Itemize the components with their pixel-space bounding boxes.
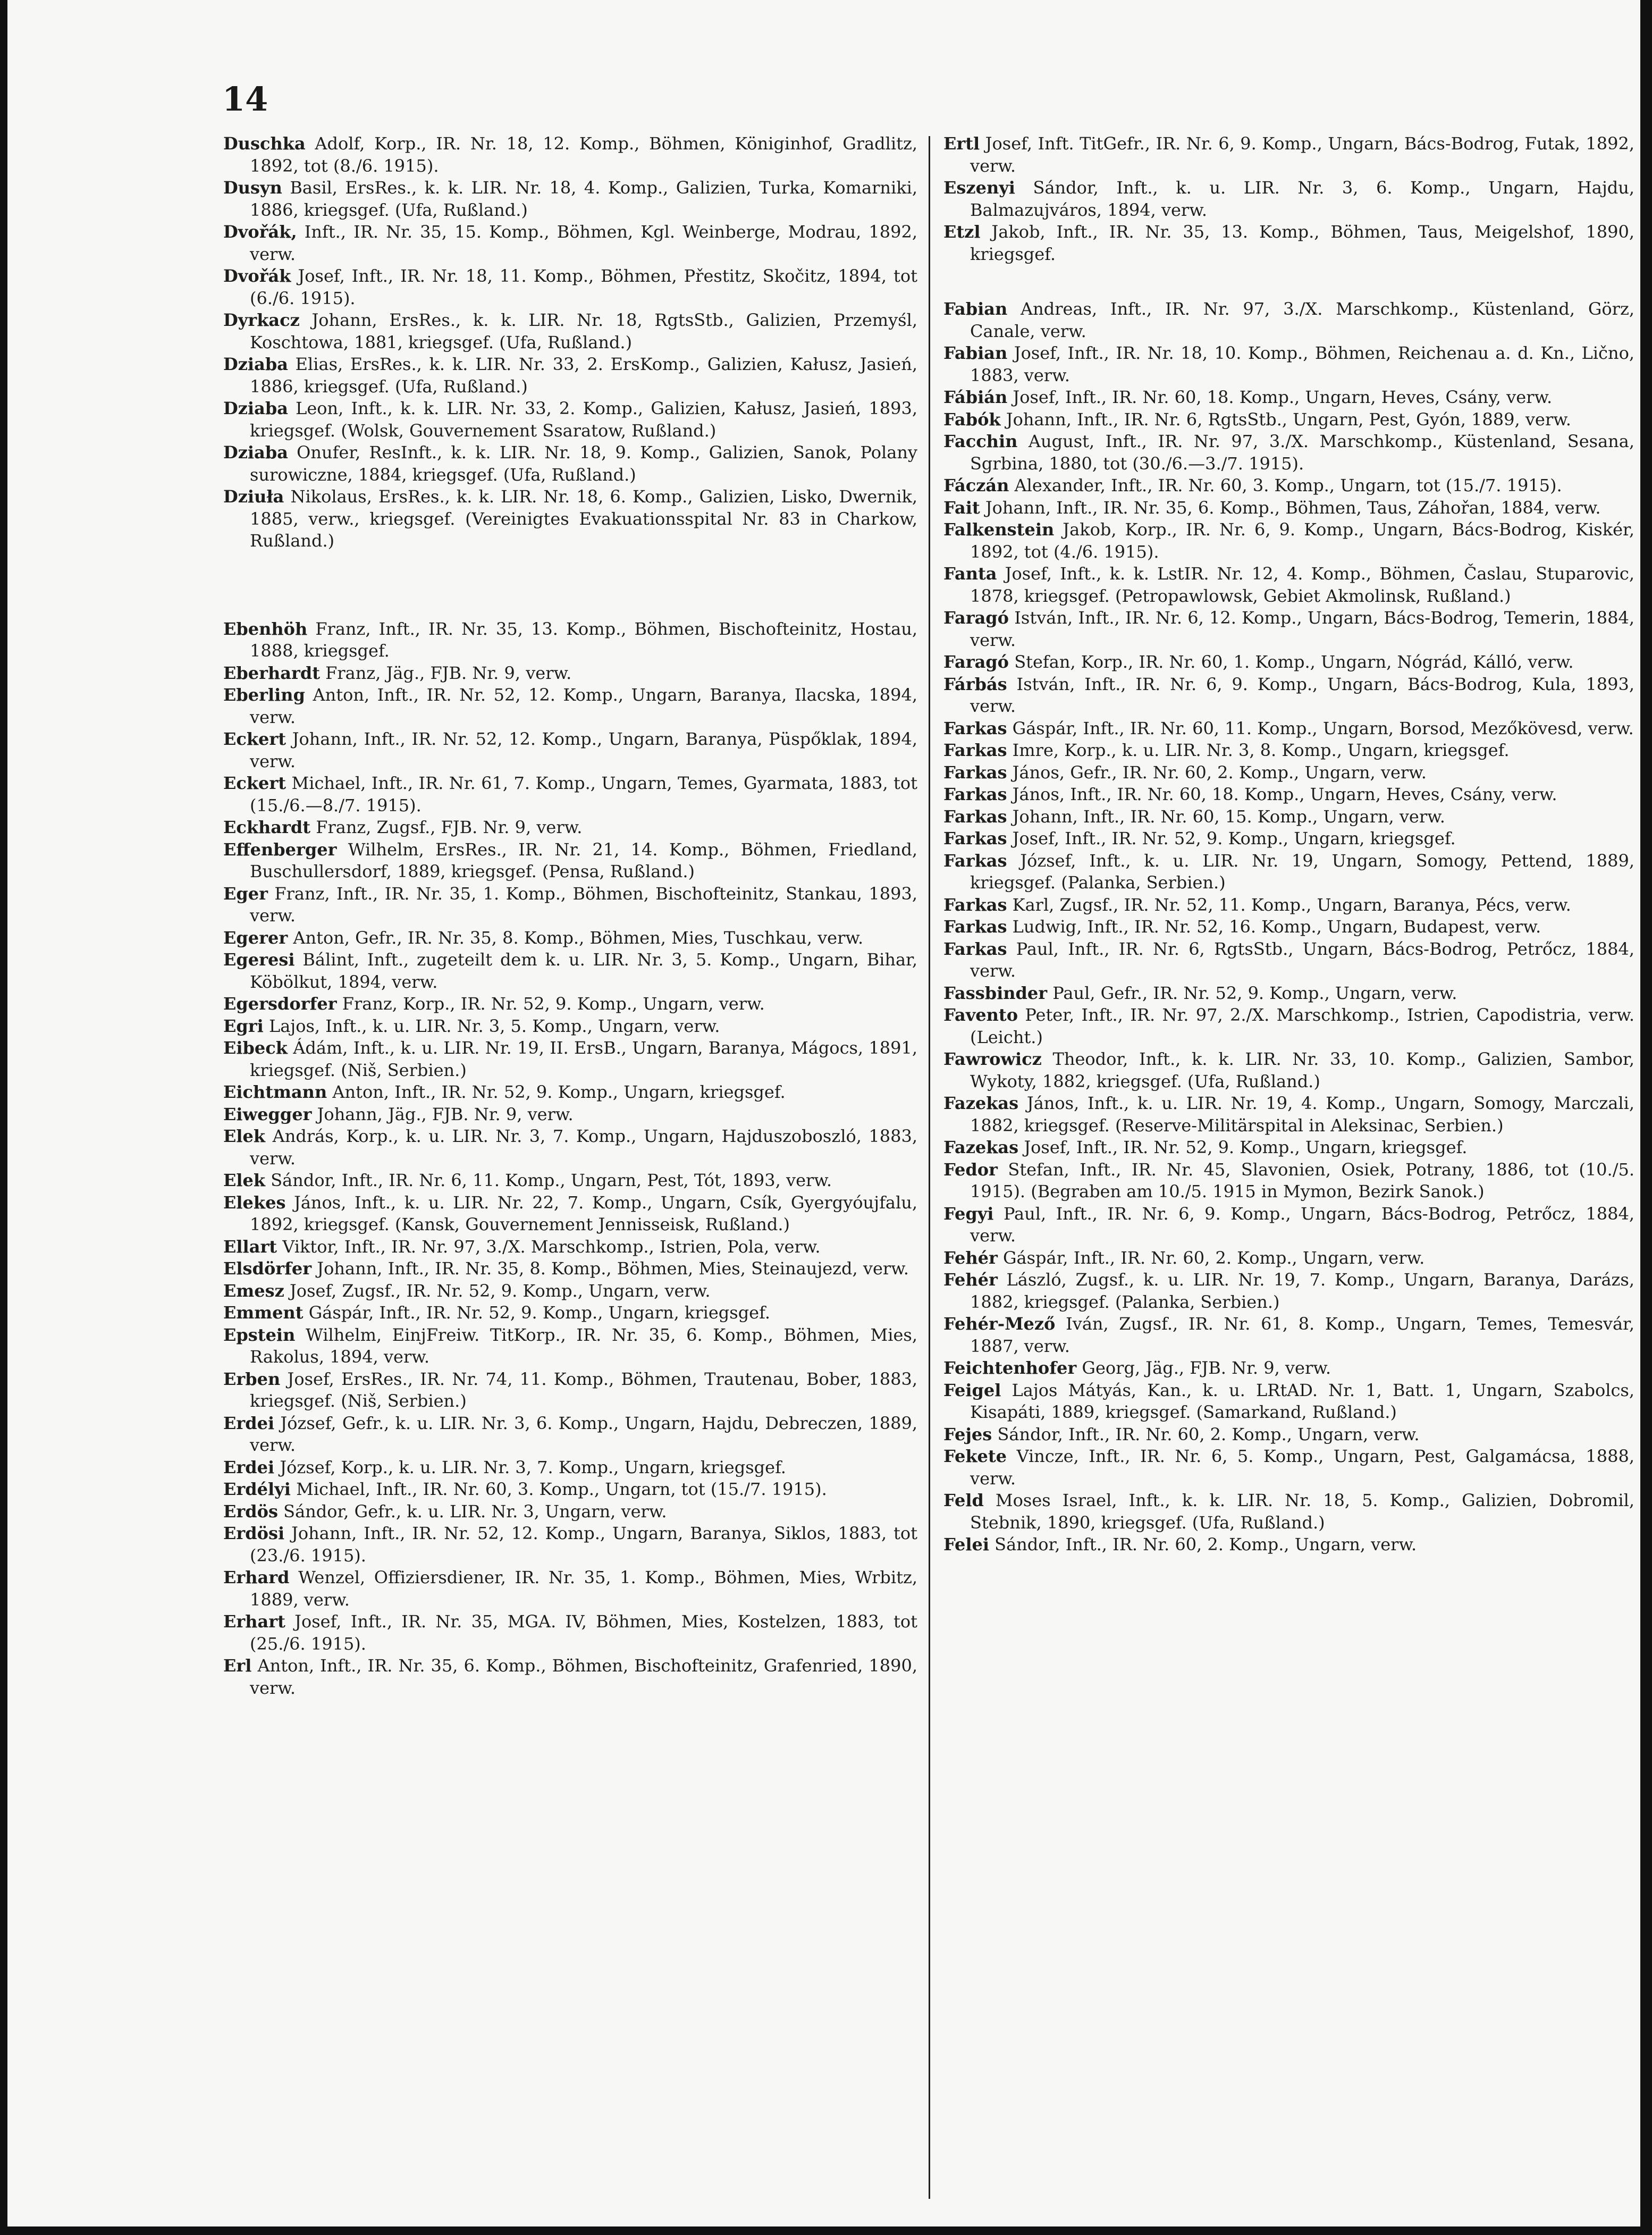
entry-surname: Epstein (223, 1324, 296, 1345)
entry-details: Wilhelm, ErsRes., IR. Nr. 21, 14. Komp., Böhmen, Friedland, Buschullersdorf, 1889, kriegsgef. (Pensa, Rußland.) (250, 839, 917, 881)
register-entry (223, 177, 917, 221)
entry-surname: Faragó (943, 652, 1009, 672)
entry-surname: Fábián (943, 387, 1008, 407)
register-entry (223, 1192, 917, 1236)
register-entry (223, 883, 917, 927)
left-column (223, 133, 917, 1699)
left-block-1 (223, 133, 917, 552)
section-gap (223, 552, 917, 618)
scan-border-bottom (0, 2226, 1652, 2235)
entry-surname: Dusyn (223, 178, 282, 198)
entry-details: Stefan, Inft., IR. Nr. 45, Slavonien, Osiek, Potrany, 1886, tot (10./5. 1915). (Begraben am 10./5. 1915 in Mymon, Bezirk Sanok.) (970, 1159, 1634, 1201)
entry-surname: Eberling (223, 685, 305, 705)
register-entry (943, 1004, 1634, 1048)
entry-surname: Elek (223, 1126, 266, 1146)
entry-details: Stefan, Korp., IR. Nr. 60, 1. Komp., Ungarn, Nógrád, Kálló, verw. (1014, 652, 1574, 672)
entry-surname: Farkas (943, 718, 1007, 738)
entry-surname: Fegyi (943, 1203, 994, 1224)
register-entry (943, 828, 1634, 850)
entry-surname: Ertl (943, 133, 980, 154)
register-entry (223, 1523, 917, 1567)
entry-details: Josef, Inft., IR. Nr. 52, 9. Komp., Ungarn, kriegsgef. (1024, 1137, 1468, 1157)
entry-details: Moses Israel, Inft., k. k. LIR. Nr. 18, 5. Komp., Galizien, Dobromil, Stebnik, 1890, kriegsgef. (Ufa, Rußland.) (970, 1490, 1635, 1533)
entry-details: Theodor, Inft., k. k. LIR. Nr. 33, 10. Komp., Galizien, Sambor, Wykoty, 1882, kriegsgef. (Ufa, Rußland.) (970, 1049, 1634, 1091)
entry-surname: Farkas (943, 850, 1007, 871)
entry-details: Jakob, Inft., IR. Nr. 35, 13. Komp., Böhmen, Taus, Meigelshof, 1890, kriegsgef. (970, 222, 1635, 264)
entry-details: Paul, Inft., IR. Nr. 6, 9. Komp., Ungarn, Bács-Bodrog, Petrőcz, 1884, verw. (970, 1203, 1635, 1246)
entry-surname: Fekete (943, 1446, 1007, 1466)
entry-surname: Eger (223, 883, 268, 904)
entry-surname: Feld (943, 1490, 984, 1510)
entry-surname: Dziaba (223, 442, 288, 463)
register-entry (223, 684, 917, 728)
register-entry (943, 221, 1634, 265)
register-entry (943, 1269, 1634, 1313)
register-entry (223, 618, 917, 662)
entry-surname: Fehér-Mező (943, 1314, 1056, 1334)
entry-details: Johann, Inft., IR. Nr. 35, 8. Komp., Böhmen, Mies, Steinaujezd, verw. (317, 1258, 909, 1279)
entry-surname: Farkas (943, 740, 1007, 760)
entry-details: Anton, Inft., IR. Nr. 52, 9. Komp., Ungarn, kriegsgef. (332, 1082, 786, 1102)
entry-surname: Erdei (223, 1413, 275, 1433)
entry-details: Johann, Inft., IR. Nr. 6, RgtsStb., Ungarn, Pest, Gyón, 1889, verw. (1006, 409, 1571, 430)
register-entry (943, 497, 1634, 519)
register-entry (223, 728, 917, 772)
register-entry (943, 1357, 1634, 1380)
entry-details: Sándor, Inft., IR. Nr. 60, 2. Komp., Ungarn, verw. (994, 1534, 1417, 1555)
entry-details: Bálint, Inft., zugeteilt dem k. u. LIR. Nr. 3, 5. Komp., Ungarn, Bihar, Köbölkut, 1894, verw. (250, 950, 918, 992)
entry-details: Josef, Inft., IR. Nr. 18, 11. Komp., Böhmen, Přestitz, Skočitz, 1894, tot (6./6. 1915). (250, 266, 918, 308)
register-entry (223, 1037, 917, 1081)
page-number: 14 (222, 80, 268, 119)
entry-surname: Elek (223, 1170, 266, 1190)
register-entry (223, 398, 917, 442)
entry-details: Paul, Gefr., IR. Nr. 52, 9. Komp., Ungarn, verw. (1052, 982, 1457, 1003)
register-entry (223, 1280, 917, 1303)
entry-details: Wenzel, Offiziersdiener, IR. Nr. 35, 1. Komp., Böhmen, Mies, Wrbitz, 1889, verw. (250, 1567, 918, 1610)
entry-details: Franz, Jäg., FJB. Nr. 9, verw. (325, 662, 572, 683)
scan-border-right (1640, 0, 1652, 2235)
register-entry (943, 806, 1634, 828)
register-entry (223, 1457, 917, 1479)
register-entry (223, 1236, 917, 1258)
register-entry (223, 1413, 917, 1457)
register-entry (223, 1258, 917, 1280)
entry-surname: Erben (223, 1368, 281, 1389)
entry-surname: Erhart (223, 1611, 285, 1632)
entry-surname: Erdösi (223, 1523, 285, 1543)
entry-details: Johann, Inft., IR. Nr. 52, 12. Komp., Ungarn, Baranya, Püspőklak, 1894, verw. (250, 729, 917, 771)
register-entry (223, 486, 917, 552)
right-block-2 (943, 298, 1634, 1556)
entry-surname: Egeresi (223, 950, 295, 970)
register-entry (223, 772, 917, 817)
entry-details: Ludwig, Inft., IR. Nr. 52, 16. Komp., Ungarn, Budapest, verw. (1012, 917, 1541, 937)
register-entry (943, 651, 1634, 674)
entry-details: Franz, Zugsf., FJB. Nr. 9, verw. (316, 817, 583, 837)
entry-surname: Dyrkacz (223, 310, 300, 330)
entry-details: Onufer, ResInft., k. k. LIR. Nr. 18, 9. Komp., Galizien, Sanok, Polany surowiczne, 1884, kriegsgef. (Ufa, Rußland.) (250, 442, 918, 485)
entry-details: József, Gefr., k. u. LIR. Nr. 3, 6. Komp., Ungarn, Hajdu, Debreczen, 1889, verw. (250, 1413, 918, 1455)
register-entry (943, 1313, 1634, 1357)
entry-surname: Eiwegger (223, 1104, 312, 1124)
entry-details: Imre, Korp., k. u. LIR. Nr. 3, 8. Komp., Ungarn, kriegsgef. (1012, 740, 1510, 760)
entry-surname: Faragó (943, 608, 1009, 628)
entry-details: Anton, Inft., IR. Nr. 35, 6. Komp., Böhmen, Bischofteinitz, Grafenried, 1890, verw. (250, 1656, 918, 1698)
register-entry (223, 1302, 917, 1324)
register-entry (943, 177, 1634, 221)
entry-surname: Effenberger (223, 839, 337, 860)
register-entry (223, 927, 917, 950)
entry-details: Josef, Inft., k. k. LstIR. Nr. 12, 4. Komp., Böhmen, Časlau, Stuparovic, 1878, kriegsgef. (Petropawlowsk, Gebiet Akmolinsk, Rußland.) (970, 564, 1635, 606)
right-column (943, 133, 1634, 1556)
entry-surname: Ebenhöh (223, 618, 308, 639)
register-entry (943, 431, 1634, 475)
register-entry (943, 850, 1634, 894)
register-entry (943, 386, 1634, 409)
entry-details: Lajos Mátyás, Kan., k. u. LRtAD. Nr. 1, Batt. 1, Ungarn, Szabolcs, Kisapáti, 1889, kriegsgef. (Samarkand, Rußland.) (970, 1380, 1634, 1422)
entry-surname: Farkas (943, 806, 1007, 827)
entry-details: Josef, Inft., IR. Nr. 60, 18. Komp., Ungarn, Heves, Csány, verw. (1013, 387, 1553, 407)
register-entry (223, 1015, 917, 1038)
register-entry (223, 662, 917, 685)
entry-details: Franz, Inft., IR. Nr. 35, 13. Komp., Böhmen, Bischofteinitz, Hostau, 1888, kriegsgef. (250, 618, 918, 661)
register-entry (223, 309, 917, 354)
entry-details: István, Inft., IR. Nr. 6, 12. Komp., Ungarn, Bács-Bodrog, Temerin, 1884, verw. (970, 608, 1635, 650)
entry-surname: Dziaba (223, 398, 288, 418)
register-entry (223, 993, 917, 1015)
register-entry (943, 982, 1634, 1005)
entry-details: Jakob, Korp., IR. Nr. 6, 9. Komp., Ungarn, Bács-Bodrog, Kiskér, 1892, tot (4./6. 1915). (970, 519, 1635, 562)
register-entry (943, 298, 1634, 342)
entry-details: Michael, Inft., IR. Nr. 60, 3. Komp., Ungarn, tot (15./7. 1915). (296, 1479, 827, 1499)
entry-surname: Dziaba (223, 354, 288, 374)
register-entry (223, 354, 917, 398)
entry-details: Basil, ErsRes., k. k. LIR. Nr. 18, 4. Komp., Galizien, Turka, Komarniki, 1886, kriegsgef. (Ufa, Rußland.) (250, 178, 918, 220)
entry-surname: Eibeck (223, 1038, 288, 1058)
register-entry (943, 1048, 1634, 1093)
entry-surname: Eckhardt (223, 817, 311, 837)
entry-details: Gáspár, Inft., IR. Nr. 60, 11. Komp., Ungarn, Borsod, Mezőkövesd, verw. (1012, 718, 1634, 738)
entry-surname: Farkas (943, 784, 1007, 804)
entry-details: Johann, Inft., IR. Nr. 52, 12. Komp., Ungarn, Baranya, Siklos, 1883, tot (23./6. 1915). (250, 1523, 918, 1566)
entry-surname: Elekes (223, 1192, 286, 1213)
column-divider (929, 136, 930, 2199)
entry-details: Sándor, Inft., IR. Nr. 6, 11. Komp., Ungarn, Pest, Tót, 1893, verw. (271, 1170, 832, 1190)
register-entry (943, 740, 1634, 762)
entry-surname: Feigel (943, 1380, 1001, 1400)
entry-surname: Eberhardt (223, 662, 320, 683)
entry-details: Elias, ErsRes., k. k. LIR. Nr. 33, 2. ErsKomp., Galizien, Kałusz, Jasień, 1886, kriegsgef. (Ufa, Rußland.) (250, 354, 918, 397)
entry-surname: Egerer (223, 927, 288, 948)
entry-details: Viktor, Inft., IR. Nr. 97, 3./X. Marschkomp., Istrien, Pola, verw. (282, 1236, 821, 1257)
entry-surname: Facchin (943, 431, 1018, 451)
entry-details: Peter, Inft., IR. Nr. 97, 2./X. Marschkomp., Istrien, Capodistria, verw. (Leicht.) (970, 1005, 1634, 1047)
entry-details: Michael, Inft., IR. Nr. 61, 7. Komp., Ungarn, Temes, Gyarmata, 1883, tot (15./6.—8./7. 1915). (250, 773, 918, 816)
entry-surname: Fassbinder (943, 982, 1048, 1003)
entry-details: Gáspár, Inft., IR. Nr. 60, 2. Komp., Ungarn, verw. (1002, 1247, 1425, 1268)
register-entry (943, 1137, 1634, 1159)
entry-surname: Fabian (943, 343, 1008, 363)
entry-details: August, Inft., IR. Nr. 97, 3./X. Marschkomp., Küstenland, Sesana, Sgrbina, 1880, tot (30./6.—3./7. 1915). (970, 431, 1635, 474)
entry-surname: Etzl (943, 222, 981, 242)
entry-surname: Egri (223, 1015, 264, 1036)
register-entry (943, 475, 1634, 497)
entry-details: József, Inft., k. u. LIR. Nr. 19, Ungarn, Somogy, Pettend, 1889, kriegsgef. (Palanka, Serbien.) (970, 850, 1635, 893)
entry-surname: Farkas (943, 917, 1007, 937)
entry-details: Franz, Inft., IR. Nr. 35, 1. Komp., Böhmen, Bischofteinitz, Stankau, 1893, verw. (250, 883, 918, 926)
entry-details: József, Korp., k. u. LIR. Nr. 3, 7. Komp., Ungarn, kriegsgef. (280, 1457, 786, 1477)
entry-details: Sándor, Inft., IR. Nr. 60, 2. Komp., Ungarn, verw. (997, 1424, 1420, 1444)
register-entry (943, 674, 1634, 718)
entry-details: Josef, Inft., IR. Nr. 18, 10. Komp., Böhmen, Reichenau a. d. Kn., Lično, 1883, verw. (970, 343, 1635, 385)
register-entry (223, 949, 917, 993)
entry-surname: Farkas (943, 828, 1007, 848)
right-block-1 (943, 133, 1634, 265)
entry-surname: Farkas (943, 894, 1007, 915)
entry-details: Josef, Zugsf., IR. Nr. 52, 9. Komp., Ungarn, verw. (289, 1280, 711, 1301)
entry-surname: Fehér (943, 1270, 998, 1290)
entry-surname: Elsdörfer (223, 1258, 312, 1279)
entry-details: István, Inft., IR. Nr. 6, 9. Komp., Ungarn, Bács-Bodrog, Kula, 1893, verw. (970, 674, 1635, 716)
register-entry (943, 1424, 1634, 1446)
entry-details: András, Korp., k. u. LIR. Nr. 3, 7. Komp., Ungarn, Hajduszoboszló, 1883, verw. (250, 1126, 918, 1169)
entry-details: Johann, Inft., IR. Nr. 60, 15. Komp., Ungarn, verw. (1012, 806, 1445, 827)
entry-surname: Dvořák (223, 266, 291, 286)
register-entry (943, 762, 1634, 784)
entry-details: Paul, Inft., IR. Nr. 6, RgtsStb., Ungarn, Bács-Bodrog, Petrőcz, 1884, verw. (970, 938, 1635, 981)
entry-surname: Eckert (223, 773, 286, 793)
scan-border-left (0, 0, 7, 2235)
register-entry (223, 1368, 917, 1413)
entry-details: Vincze, Inft., IR. Nr. 6, 5. Komp., Ungarn, Pest, Galgamácsa, 1888, verw. (970, 1446, 1635, 1489)
entry-surname: Farkas (943, 938, 1007, 959)
entry-details: Anton, Inft., IR. Nr. 52, 12. Komp., Ungarn, Baranya, Ilacska, 1894, verw. (250, 685, 918, 727)
entry-surname: Fárbás (943, 674, 1007, 694)
entry-surname: Erdös (223, 1501, 278, 1522)
entry-surname: Eszenyi (943, 178, 1015, 198)
register-entry (223, 1655, 917, 1699)
register-entry (223, 133, 917, 177)
entry-details: Johann, ErsRes., k. k. LIR. Nr. 18, RgtsStb., Galizien, Przemyśl, Koschtowa, 1881, kriegsgef. (Ufa, Rußland.) (250, 310, 918, 352)
register-entry (943, 607, 1634, 651)
register-entry (943, 1203, 1634, 1247)
entry-surname: Egersdorfer (223, 994, 337, 1014)
entry-surname: Fazekas (943, 1137, 1019, 1157)
register-entry (943, 1490, 1634, 1534)
register-entry (223, 1125, 917, 1170)
register-entry (223, 442, 917, 486)
register-entry (943, 1159, 1634, 1203)
entry-details: Anton, Gefr., IR. Nr. 35, 8. Komp., Böhmen, Mies, Tuschkau, verw. (293, 927, 864, 948)
register-entry (943, 1534, 1634, 1556)
register-entry (223, 1478, 917, 1501)
entry-surname: Erhard (223, 1567, 290, 1587)
register-entry (223, 1104, 917, 1126)
entry-details: János, Gefr., IR. Nr. 60, 2. Komp., Ungarn, verw. (1012, 762, 1427, 783)
entry-details: Andreas, Inft., IR. Nr. 97, 3./X. Marschkomp., Küstenland, Görz, Canale, verw. (970, 299, 1635, 341)
entry-surname: Fedor (943, 1159, 998, 1180)
register-entry (223, 1567, 917, 1611)
register-entry (223, 221, 917, 265)
entry-details: Karl, Zugsf., IR. Nr. 52, 11. Komp., Ungarn, Baranya, Pécs, verw. (1012, 894, 1571, 915)
register-entry (943, 1247, 1634, 1270)
entry-details: Josef, Inft., IR. Nr. 35, MGA. IV, Böhmen, Mies, Kostelzen, 1883, tot (25./6. 1915). (250, 1611, 918, 1654)
entry-details: Sándor, Inft., k. u. LIR. Nr. 3, 6. Komp., Ungarn, Hajdu, Balmazujváros, 1894, verw. (970, 178, 1635, 220)
entry-surname: Fehér (943, 1247, 998, 1268)
entry-details: Josef, Inft. TitGefr., IR. Nr. 6, 9. Komp., Ungarn, Bács-Bodrog, Futak, 1892, verw. (970, 133, 1635, 176)
entry-surname: Farkas (943, 762, 1007, 783)
register-entry (223, 1081, 917, 1104)
entry-details: Lajos, Inft., k. u. LIR. Nr. 3, 5. Komp., Ungarn, verw. (268, 1015, 720, 1036)
entry-surname: Eckert (223, 729, 286, 749)
register-entry (223, 265, 917, 309)
register-entry (223, 817, 917, 839)
entry-details: Franz, Korp., IR. Nr. 52, 9. Komp., Ungarn, verw. (342, 994, 765, 1014)
entry-surname: Duschka (223, 133, 306, 154)
entry-surname: Eichtmann (223, 1082, 327, 1102)
register-entry (943, 133, 1634, 177)
register-entry (943, 1446, 1634, 1490)
entry-details: Sándor, Gefr., k. u. LIR. Nr. 3, Ungarn, verw. (283, 1501, 667, 1522)
entry-surname: Emesz (223, 1280, 284, 1301)
entry-surname: Felei (943, 1534, 989, 1555)
entry-surname: Fabian (943, 299, 1008, 319)
entry-surname: Favento (943, 1005, 1018, 1025)
entry-details: Georg, Jäg., FJB. Nr. 9, verw. (1082, 1358, 1331, 1378)
register-entry (223, 839, 917, 883)
entry-details: Johann, Jäg., FJB. Nr. 9, verw. (317, 1104, 574, 1124)
entry-surname: Erdei (223, 1457, 275, 1477)
register-entry (943, 563, 1634, 607)
entry-details: Inft., IR. Nr. 35, 15. Komp., Böhmen, Kgl. Weinberge, Modrau, 1892, verw. (250, 222, 918, 264)
entry-details: Ádám, Inft., k. u. LIR. Nr. 19, II. ErsB., Ungarn, Baranya, Mágocs, 1891, kriegsgef. (Niš, Serbien.) (250, 1038, 918, 1080)
register-entry (223, 1501, 917, 1523)
section-gap (943, 265, 1634, 298)
entry-details: Gáspár, Inft., IR. Nr. 52, 9. Komp., Ungarn, kriegsgef. (308, 1303, 770, 1323)
entry-surname: Dvořák, (223, 222, 297, 242)
entry-surname: Fejes (943, 1424, 992, 1444)
register-entry (943, 519, 1634, 563)
entry-surname: Fanta (943, 564, 997, 584)
entry-surname: Fáczán (943, 475, 1009, 495)
register-entry (943, 784, 1634, 806)
entry-surname: Erdélyi (223, 1479, 291, 1499)
register-entry (943, 342, 1634, 386)
entry-details: János, Inft., IR. Nr. 60, 18. Komp., Ungarn, Heves, Csány, verw. (1012, 784, 1557, 804)
left-block-2 (223, 618, 917, 1700)
register-entry (943, 916, 1634, 938)
entry-surname: Erl (223, 1656, 252, 1676)
register-entry (943, 409, 1634, 431)
entry-details: László, Zugsf., k. u. LIR. Nr. 19, 7. Komp., Ungarn, Baranya, Darázs, 1882, kriegsgef. (Palanka, Serbien.) (970, 1270, 1634, 1312)
register-entry (943, 1380, 1634, 1424)
entry-details: Alexander, Inft., IR. Nr. 60, 3. Komp., Ungarn, tot (15./7. 1915). (1014, 475, 1562, 495)
register-entry (223, 1170, 917, 1192)
entry-surname: Dziuła (223, 486, 284, 507)
register-entry (943, 718, 1634, 740)
entry-surname: Ellart (223, 1236, 277, 1257)
entry-details: Leon, Inft., k. k. LIR. Nr. 33, 2. Komp., Galizien, Kałusz, Jasień, 1893, kriegsgef. (Wolsk, Gouvernement Ssaratow, Rußland.) (250, 398, 918, 441)
entry-details: Johann, Inft., IR. Nr. 35, 6. Komp., Böhmen, Taus, Záhořan, 1884, verw. (985, 497, 1601, 518)
entry-details: Iván, Zugsf., IR. Nr. 61, 8. Komp., Ungarn, Temes, Temesvár, 1887, verw. (970, 1314, 1635, 1356)
entry-surname: Feichtenhofer (943, 1358, 1077, 1378)
entry-details: Wilhelm, EinjFreiw. TitKorp., IR. Nr. 35, 6. Komp., Böhmen, Mies, Rakolus, 1894, verw. (250, 1324, 918, 1367)
register-entry (943, 938, 1634, 982)
register-entry (223, 1324, 917, 1368)
entry-surname: Fazekas (943, 1093, 1019, 1113)
entry-surname: Emment (223, 1303, 304, 1323)
entry-surname: Fabók (943, 409, 1001, 430)
register-entry (943, 894, 1634, 917)
entry-details: János, Inft., k. u. LIR. Nr. 22, 7. Komp., Ungarn, Csík, Gyergyóujfalu, 1892, kriegsgef. (Kansk, Gouvernement Jennisseisk, Rußland.) (250, 1192, 918, 1234)
entry-surname: Falkenstein (943, 519, 1055, 540)
register-entry (223, 1611, 917, 1655)
entry-details: Adolf, Korp., IR. Nr. 18, 12. Komp., Böhmen, Königinhof, Gradlitz, 1892, tot (8./6. 1915). (250, 133, 918, 176)
entry-details: Nikolaus, ErsRes., k. k. LIR. Nr. 18, 6. Komp., Galizien, Lisko, Dwernik, 1885, verw., kriegsgef. (Vereinigtes Evakuationsspital Nr. 83 in Charkow, Rußland.) (250, 486, 918, 551)
entry-details: Josef, Inft., IR. Nr. 52, 9. Komp., Ungarn, kriegsgef. (1012, 828, 1456, 848)
entry-details: János, Inft., k. u. LIR. Nr. 19, 4. Komp., Ungarn, Somogy, Marczali, 1882, kriegsgef. (Reserve-Militärspital in Aleksinac, Serbien.) (970, 1093, 1635, 1136)
entry-surname: Fawrowicz (943, 1049, 1042, 1069)
entry-details: Josef, ErsRes., IR. Nr. 74, 11. Komp., Böhmen, Trautenau, Bober, 1883, kriegsgef. (Niš, Serbien.) (250, 1368, 918, 1411)
register-entry (943, 1093, 1634, 1137)
entry-surname: Fait (943, 497, 980, 518)
